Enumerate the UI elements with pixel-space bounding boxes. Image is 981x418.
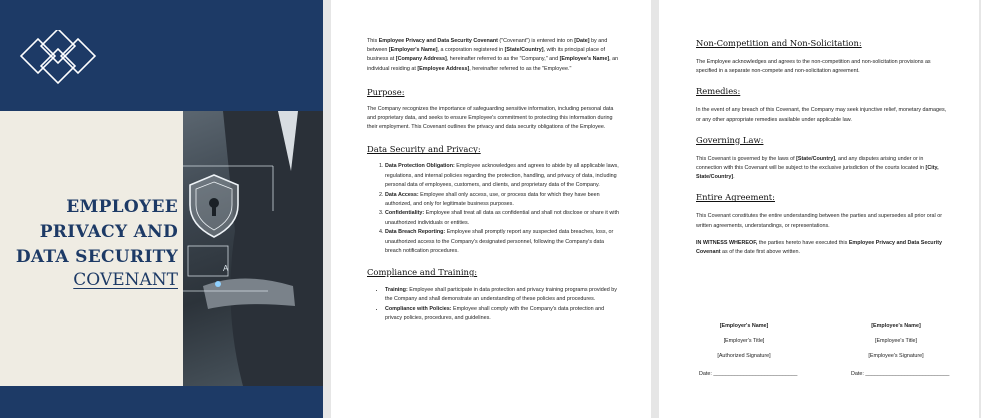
cover-top-band (0, 0, 323, 111)
intro-paragraph: This Employee Privacy and Data Security Covenant ("Covenant") is entered into on [Date] by and between [Employer's Name], a corporation registered in [State/Country], with its principal place of business at [Company Address], hereinafter referred to as the "Company," and [Employee's Name], an individual residing at [Employee Address], hereinafter referred to as the "Employee." (367, 38, 619, 72)
cover-title-line: EMPLOYEE (66, 197, 178, 217)
purpose-heading: Purpose: (367, 86, 405, 97)
list-item: 1. Data Protection Obligation: Employee acknowledges and agrees to abide by all applicable laws, regulations, and internal policies regarding the protection, handling, and privacy of data, including personal data of employees, customers, and clients, and proprietary data of the Company. (385, 162, 619, 190)
shield-lock-icon (186, 173, 242, 239)
noncompete-heading: Non-Competition and Non-Solicitation: (696, 38, 862, 48)
employer-signature-block (689, 322, 799, 367)
list-item: • Training: Employee shall participate in data protection and privacy training programs provided by the Company and shall demonstrate an understanding of these policies and procedures. (385, 286, 619, 304)
employee-signature-block (841, 322, 951, 367)
governing-law-text: This Covenant is governed by the laws of [State/Country], and any disputes arising under or in connection with this Covenant will be subject to the exclusive jurisdiction of the courts located in [City, State/Country]. (696, 155, 939, 181)
purpose-text: The Company recognizes the importance of safeguarding sensitive information, including personal data and proprietary data, and seeks to ensure Employee's commitment to protecting this information during their employment. This Covenant outlines the privacy and data security obligations of the Employee. (367, 105, 614, 131)
employee-signature: [Employee's Signature] (868, 353, 924, 359)
employer-name: [Employer's Name] (719, 323, 769, 329)
employer-title: [Employer's Title] (723, 338, 765, 344)
list-item: 4. Data Breach Reporting: Employee shall promptly report any suspected data breaches, loss, or unauthorized access to the Company's designated personnel, following the Company's data breach notification procedures. (385, 228, 619, 256)
data-security-list (367, 162, 619, 256)
compliance-list (367, 286, 619, 323)
witness-paragraph: IN WITNESS WHEREOF, the parties hereto have executed this Employee Privacy and Data Security Covenant as of the date first above written. (696, 239, 942, 256)
list-item: • Compliance with Policies: Employee shall comply with the Company's data protection and privacy policies, procedures, and guidelines. (385, 305, 619, 323)
document-page-3 (659, 0, 979, 418)
compliance-heading: Compliance and Training: (367, 266, 478, 277)
employer-signature: [Authorized Signature] (717, 353, 771, 359)
svg-text:A: A (223, 264, 229, 273)
list-item: 3. Confidentiality: Employee shall treat all data as confidential and shall not disclose or share it with unauthorized individuals or entities. (385, 209, 619, 227)
cover-subtitle (8, 270, 178, 290)
list-item: 2. Data Access: Employee shall only access, use, or process data for which they have been authorized, and only for legitimate business purposes. (385, 191, 619, 209)
employee-title: [Employee's Title] (874, 338, 918, 344)
cover-title (8, 195, 178, 270)
employer-date-line: Date: ____________________________ (699, 371, 798, 377)
remedies-heading: Remedies: (696, 86, 741, 97)
governing-law-heading: Governing Law: (696, 134, 764, 145)
cover-bottom-band (0, 386, 323, 418)
noncompete-text: The Employee acknowledges and agrees to the non-competition and non-solicitation provisions as specified in a separate non-compete and non-solicitation agreement. (696, 59, 931, 75)
employee-date-line: Date: ____________________________ (851, 371, 950, 377)
entire-agreement-text: This Covenant constitutes the entire understanding between the parties and supersedes all prior oral or written agreements, understandings, or representations. (696, 213, 943, 229)
employee-name: [Employee's Name] (871, 323, 921, 329)
cover-page (0, 0, 323, 418)
diamond-logo-icon (20, 30, 100, 86)
document-page-2 (331, 0, 651, 418)
data-security-heading: Data Security and Privacy: (367, 144, 481, 155)
cover-title-line: PRIVACY AND (39, 222, 178, 242)
remedies-text: In the event of any breach of this Covenant, the Company may seek injunctive relief, monetary damages, or any other appropriate remedies available under applicable law. (696, 107, 947, 123)
cover-photo (183, 111, 323, 386)
cover-title-line: DATA SECURITY (15, 247, 178, 267)
entire-agreement-heading: Entire Agreement: (696, 192, 775, 203)
cover-subtitle-text: COVENANT (73, 270, 178, 290)
